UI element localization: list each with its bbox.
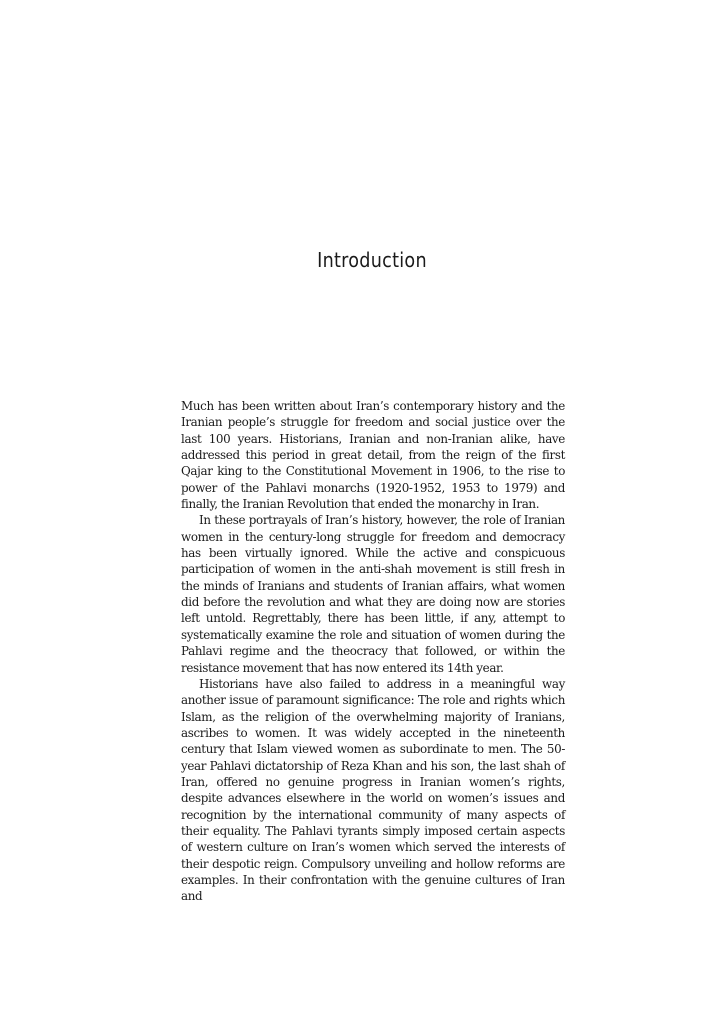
body-text <box>181 398 565 905</box>
paragraph-1: Much has been written about Iran’s contemporary history and the Iranian people’s struggle for freedom and social justice over the last 100 years. Historians, Iranian and non-Iranian alike, have addressed this period in great detail, from the reign of the first Qajar king to the Constitutional Movement in 1906, to the rise to power of the Pahlavi monarchs (1920-1952, 1953 to 1979) and finally, the Iranian Revolution that ended the monarchy in Iran. <box>181 399 565 512</box>
paragraph-2: In these portrayals of Iran’s history, however, the role of Iranian women in the century-long struggle for freedom and democracy has been virtually ignored. While the active and conspicuous participation of women in the anti-shah movement is still fresh in the minds of Iranians and students of Iranian affairs, what women did before the revolution and what they are doing now are stories left untold. Regrettably, there has been little, if any, attempt to systematically examine the role and situation of women during the Pahlavi regime and the theocracy that followed, or within the resistance movement that has now entered its 14th year. <box>181 513 565 675</box>
chapter-title: Introduction <box>317 248 427 272</box>
paragraph-3: Historians have also failed to address in a meaningful way another issue of paramount significance: The role and rights which Islam, as the religion of the overwhelming majority of Iranians, ascribes to women. It was widely accepted in the nineteenth century that Islam viewed women as subordinate to men. The 50-year Pahlavi dictatorship of Reza Khan and his son, the last shah of Iran, offered no genuine progress in Iranian women’s rights, despite advances elsewhere in the world on women’s issues and recognition by the international community of many aspects of their equality. The Pahlavi tyrants simply imposed certain aspects of western culture on Iran’s women which served the interests of their despotic reign. Compulsory unveiling and hollow reforms are examples. In their confrontation with the genuine cultures of Iran and <box>181 676 565 904</box>
